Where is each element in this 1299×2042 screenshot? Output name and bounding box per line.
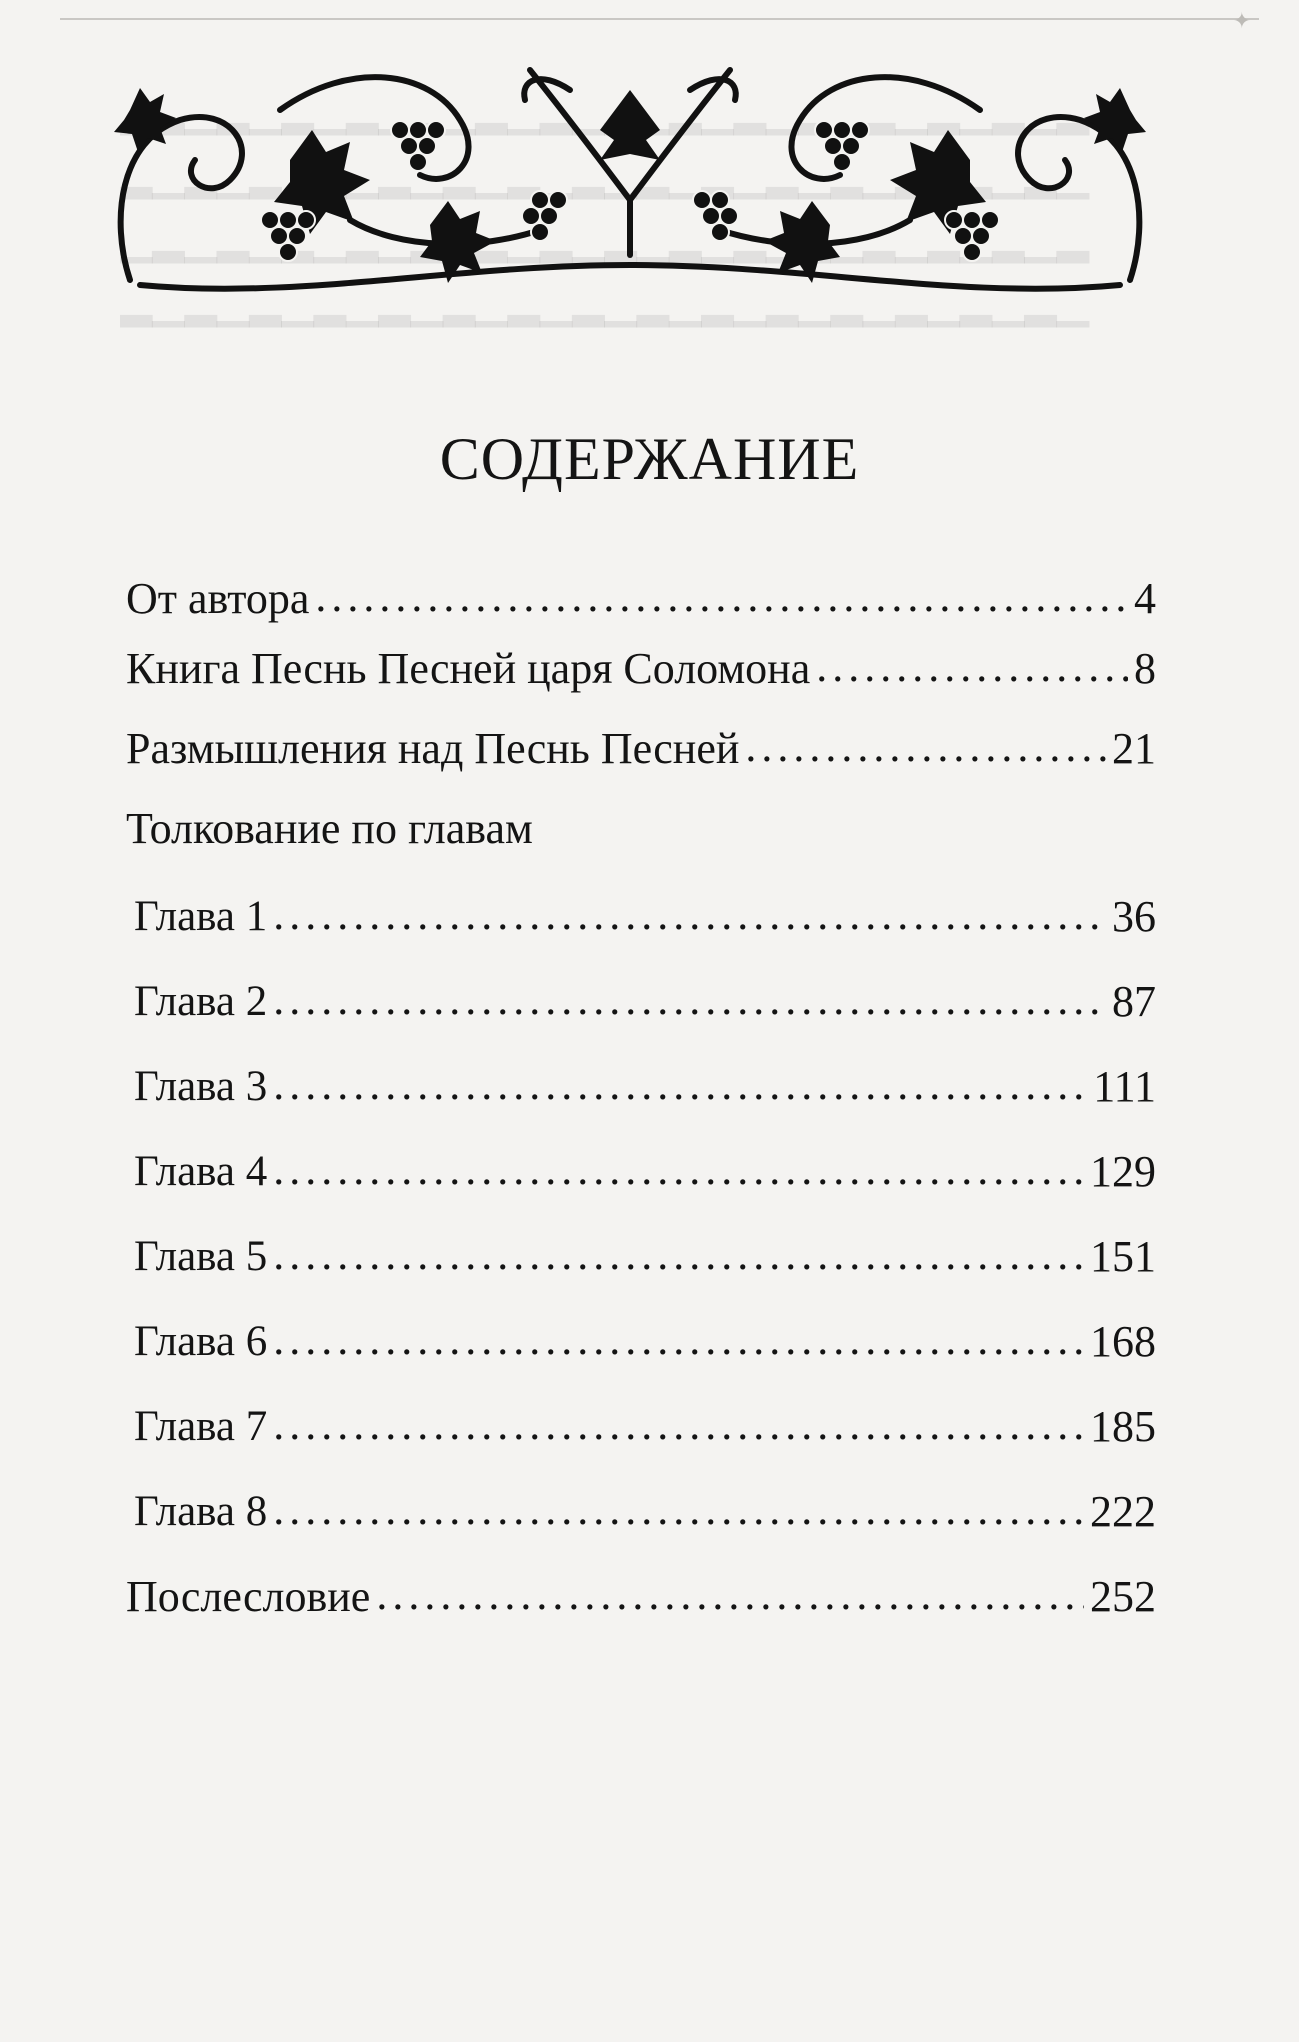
toc-entry-label: Глава 7	[134, 1403, 268, 1450]
leader-dots	[816, 641, 1128, 695]
toc-entry-page: 222	[1090, 1487, 1156, 1536]
toc-entry[interactable]	[126, 715, 1156, 775]
leader-dots	[273, 1484, 1084, 1538]
toc-entry-chapter[interactable]	[126, 1478, 1156, 1538]
toc-entry-chapter[interactable]	[126, 968, 1156, 1028]
toc-entry-page: 8	[1134, 644, 1156, 693]
leader-dots	[315, 571, 1128, 625]
toc-entry-chapter[interactable]	[126, 1138, 1156, 1198]
toc-entry-chapter[interactable]	[126, 1393, 1156, 1453]
leader-dots	[273, 889, 1106, 943]
toc-entry-chapter[interactable]	[126, 883, 1156, 943]
toc-entry-page: 87	[1112, 977, 1156, 1026]
toc-entry[interactable]	[126, 565, 1156, 625]
bleed-through-texture: ▁▂▁▂▁▂▁▂▁▂▁▂▁▂▁▂▁▂▁▂▁▂▁▂▁▂▁▂▁▂ ▂▁▂▁▂▁▂▁▂▁▂▁▂▁▂▁▂▁▂▁▂▁▂▁▂▁▂▁▂▁ ▁▂▁▂▁▂▁▂▁▂▁▂▁▂▁▂▁▂▁▂▁▂▁▂▁▂▁▂▁▂ ▂▁▂▁▂▁▂▁▂▁▂▁▂▁▂▁▂▁▂▁▂▁▂▁▂▁▂▁▂▁	[120, 89, 1089, 327]
page-title: СОДЕРЖАНИЕ	[439, 426, 860, 492]
toc-entry-label: Послесловие	[126, 1572, 371, 1621]
toc-entry-label: Книга Песнь Песней царя Соломона	[126, 644, 811, 693]
toc-entry-label: Глава 5	[134, 1233, 268, 1280]
toc-entry-label: Глава 2	[134, 978, 268, 1025]
toc-entry-page: 252	[1090, 1572, 1156, 1621]
leader-dots	[376, 1569, 1084, 1623]
toc-entry-label: Размышления над Песнь Песней	[126, 724, 740, 773]
toc-entry-label: Глава 8	[134, 1488, 268, 1535]
toc-entry-label: Глава 1	[134, 893, 268, 940]
toc-entry-chapter[interactable]	[126, 1308, 1156, 1368]
toc-entry-page: 151	[1090, 1232, 1156, 1281]
toc-entry-page: 4	[1134, 574, 1156, 623]
toc-entry-page: 185	[1090, 1402, 1156, 1451]
toc-entry-page: 111	[1093, 1062, 1156, 1111]
vine-grape-ornament	[100, 50, 1160, 300]
toc-entry[interactable]	[126, 635, 1156, 695]
leader-dots	[273, 1399, 1084, 1453]
toc-entry-page: 36	[1112, 892, 1156, 941]
toc-entry-chapter[interactable]	[126, 1053, 1156, 1113]
leader-dots	[273, 1144, 1084, 1198]
leader-dots	[273, 1314, 1084, 1368]
toc-entry-label: Глава 3	[134, 1063, 268, 1110]
toc-entry[interactable]	[126, 1563, 1156, 1623]
toc-entry-label: От автора	[126, 574, 310, 623]
toc-entry-label: Глава 4	[134, 1148, 268, 1195]
toc-entry-chapter[interactable]	[126, 1223, 1156, 1283]
toc-entry-label: Глава 6	[134, 1318, 268, 1365]
crop-mark-icon: ✦	[1232, 8, 1251, 33]
toc-section-heading[interactable]	[126, 795, 1156, 855]
page-top-rule	[60, 18, 1259, 20]
toc-entry-label: Толкование по главам	[126, 804, 533, 853]
leader-dots	[273, 974, 1106, 1028]
leader-dots	[745, 721, 1106, 775]
toc-entry-page: 21	[1112, 724, 1156, 773]
toc-entry-page: 168	[1090, 1317, 1156, 1366]
leader-dots	[273, 1229, 1084, 1283]
leader-dots	[273, 1059, 1087, 1113]
toc-entry-page: 129	[1090, 1147, 1156, 1196]
